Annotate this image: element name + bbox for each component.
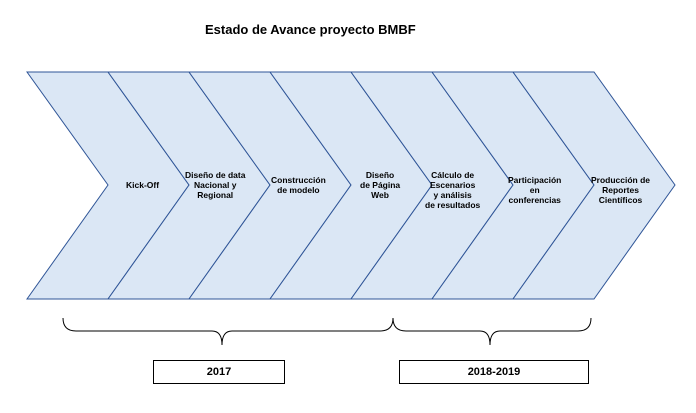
stage-label-kick-off: Kick-Off — [126, 180, 160, 190]
stage-label-produccion-reportes: Producción de Reportes Científicos — [591, 175, 651, 205]
period-box-2017: 2017 — [153, 360, 285, 384]
period-box-2018-2019: 2018-2019 — [399, 360, 589, 384]
stage-label-diseno-data: Diseño de data Nacional y Regional — [185, 170, 246, 200]
stage-label-participacion-conferencias: Participación en conferencias — [508, 175, 562, 205]
brace-2018-2019 — [393, 318, 591, 345]
brace-2017 — [63, 318, 393, 345]
stage-label-construccion-modelo: Construcción de modelo — [271, 175, 326, 195]
stage-label-calculo-escenarios: Cálculo de Escenarios y análisis de resultados — [425, 170, 481, 210]
diagram-title: Estado de Avance proyecto BMBF — [205, 22, 416, 37]
stage-label-diseno-pagina-web: Diseño de Página Web — [360, 170, 401, 200]
